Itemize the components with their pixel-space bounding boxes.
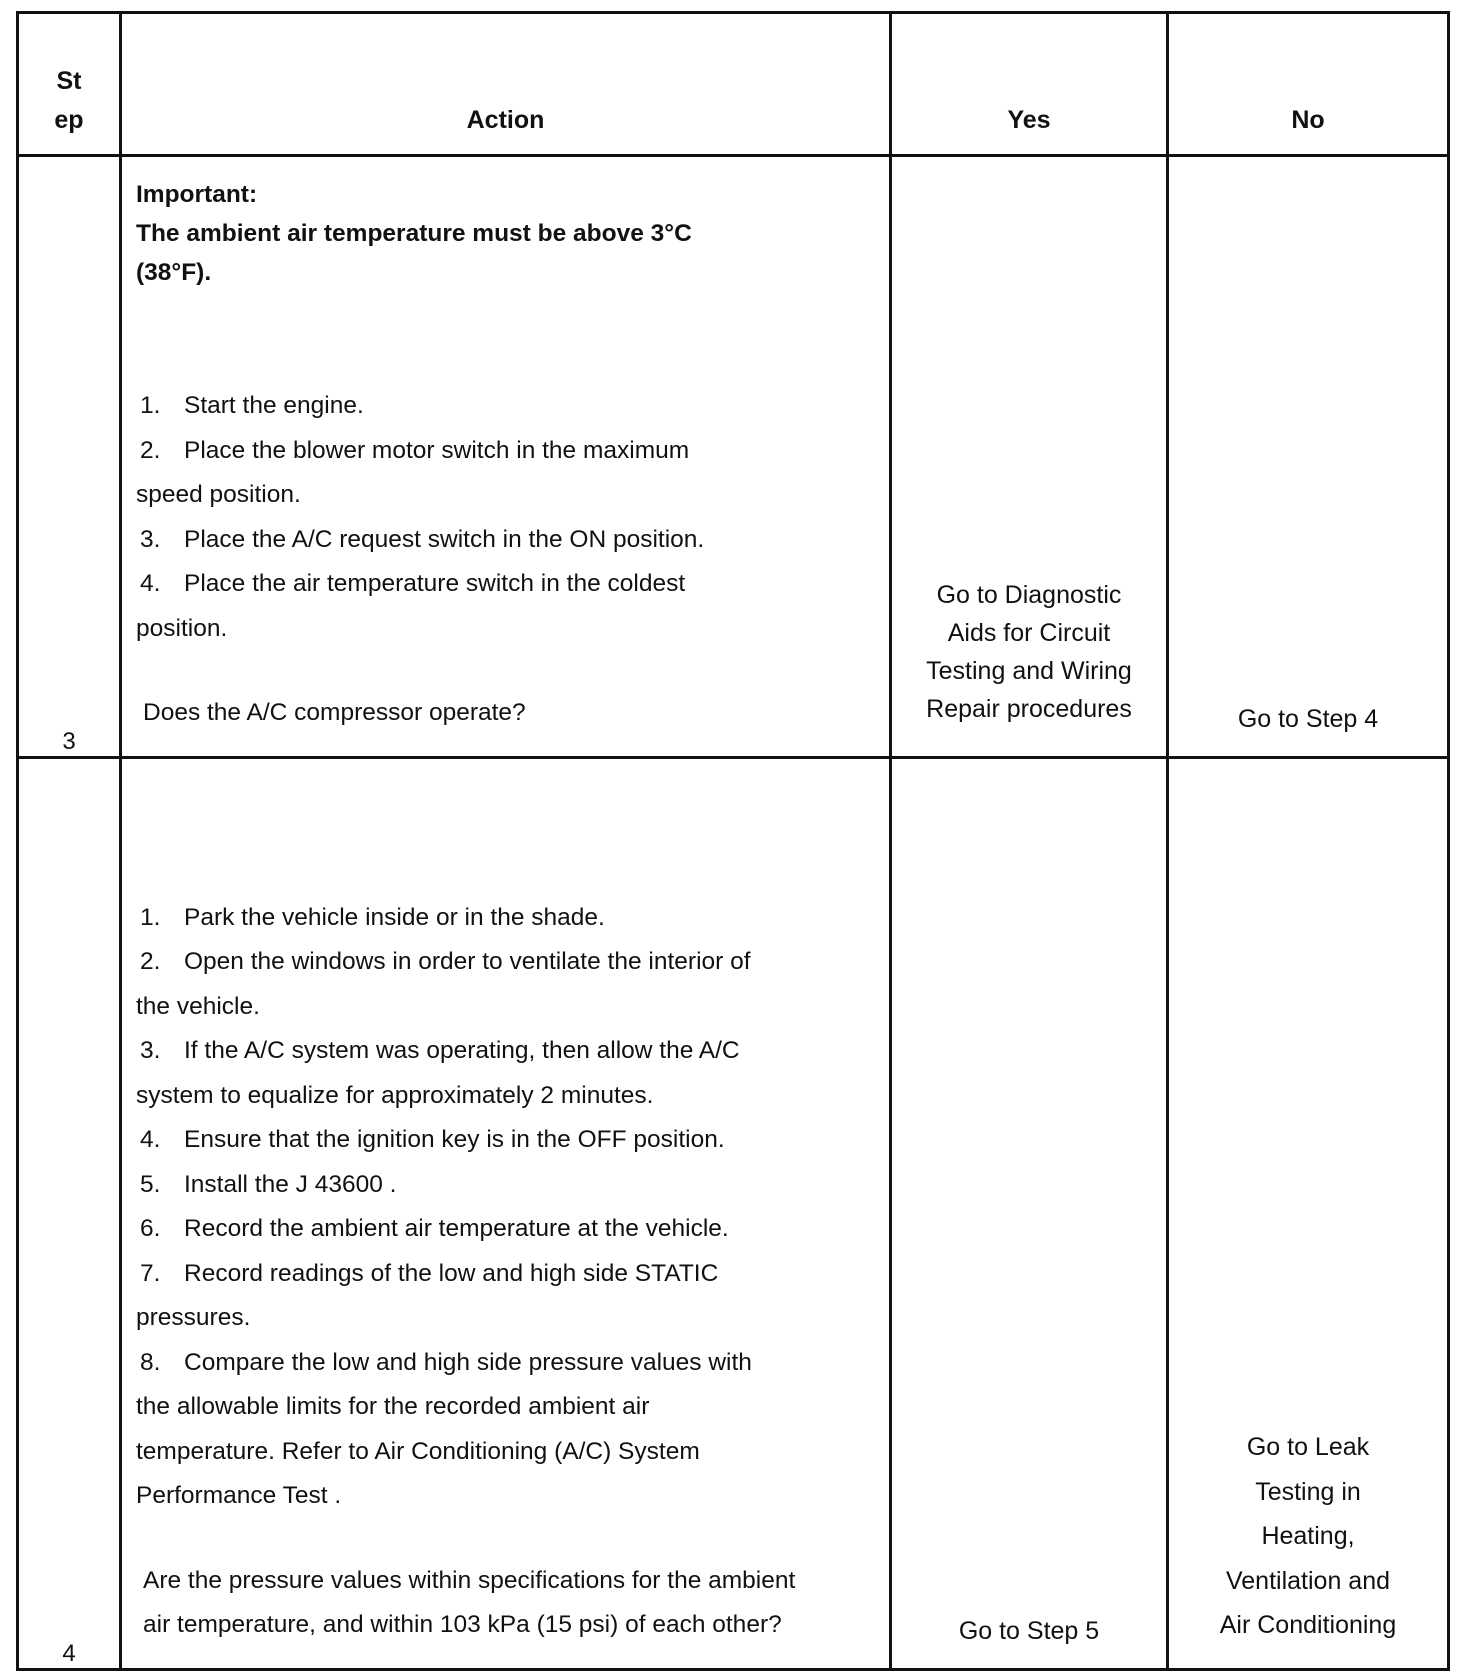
yes-result: Go to Diagnostic Aids for Circuit Testing and Wiring Repair procedures (891, 156, 1168, 758)
action-list (136, 384, 756, 651)
list-item: 7. Record readings of the low and high side STATIC pressures. (136, 1259, 719, 1331)
action-list (136, 896, 776, 1519)
list-item: 8. Compare the low and high side pressure values with the allowable limits for the recorded ambient air temperature. Refer to Air Conditioning (A/C) System Performance Test . (136, 1348, 752, 1509)
list-item: 1. Start the engine. (140, 392, 364, 419)
table-row (18, 156, 1449, 758)
list-item: 2. Place the blower motor switch in the maximum speed position. (136, 436, 690, 508)
step-number: 3 (18, 156, 121, 758)
list-item: 6. Record the ambient air temperature at the vehicle. (140, 1215, 729, 1242)
step-number: 4 (18, 757, 121, 1669)
header-step: St ep (18, 13, 121, 156)
header-action: Action (121, 13, 891, 156)
header-no: No (1168, 13, 1449, 156)
no-result: Go to Step 4 (1168, 156, 1449, 758)
list-item: 2. Open the windows in order to ventilate the interior of the vehicle. (136, 948, 751, 1020)
important-note (136, 175, 875, 292)
header-yes: Yes (891, 13, 1168, 156)
no-result: Go to Leak Testing in Heating, Ventilation and Air Conditioning (1168, 757, 1449, 1669)
header-row (18, 13, 1449, 156)
question-text: Does the A/C compressor operate? (143, 699, 526, 726)
list-item: 4. Place the air temperature switch in the coldest position. (136, 570, 686, 642)
question-text: Are the pressure values within specifications for the ambient air temperature, and within 103 kPa (15 psi) of each other? (143, 1566, 796, 1638)
list-item: 3. Place the A/C request switch in the ON position. (140, 525, 705, 553)
important-text: The ambient air temperature must be above 3°C (38°F). (136, 220, 692, 286)
list-item: 5. Install the J 43600 . (140, 1170, 397, 1198)
yes-result: Go to Step 5 (891, 757, 1168, 1669)
list-item: 3. If the A/C system was operating, then allow the A/C system to equalize for approximately 2 minutes. (136, 1037, 740, 1109)
table-row (18, 757, 1449, 1669)
important-label: Important: (136, 181, 258, 208)
list-item: 1. Park the vehicle inside or in the shade. (140, 903, 605, 931)
diagnostic-table (16, 11, 1450, 1671)
action-cell (121, 156, 891, 758)
action-cell (121, 757, 891, 1669)
list-item: 4. Ensure that the ignition key is in the OFF position. (140, 1126, 725, 1153)
